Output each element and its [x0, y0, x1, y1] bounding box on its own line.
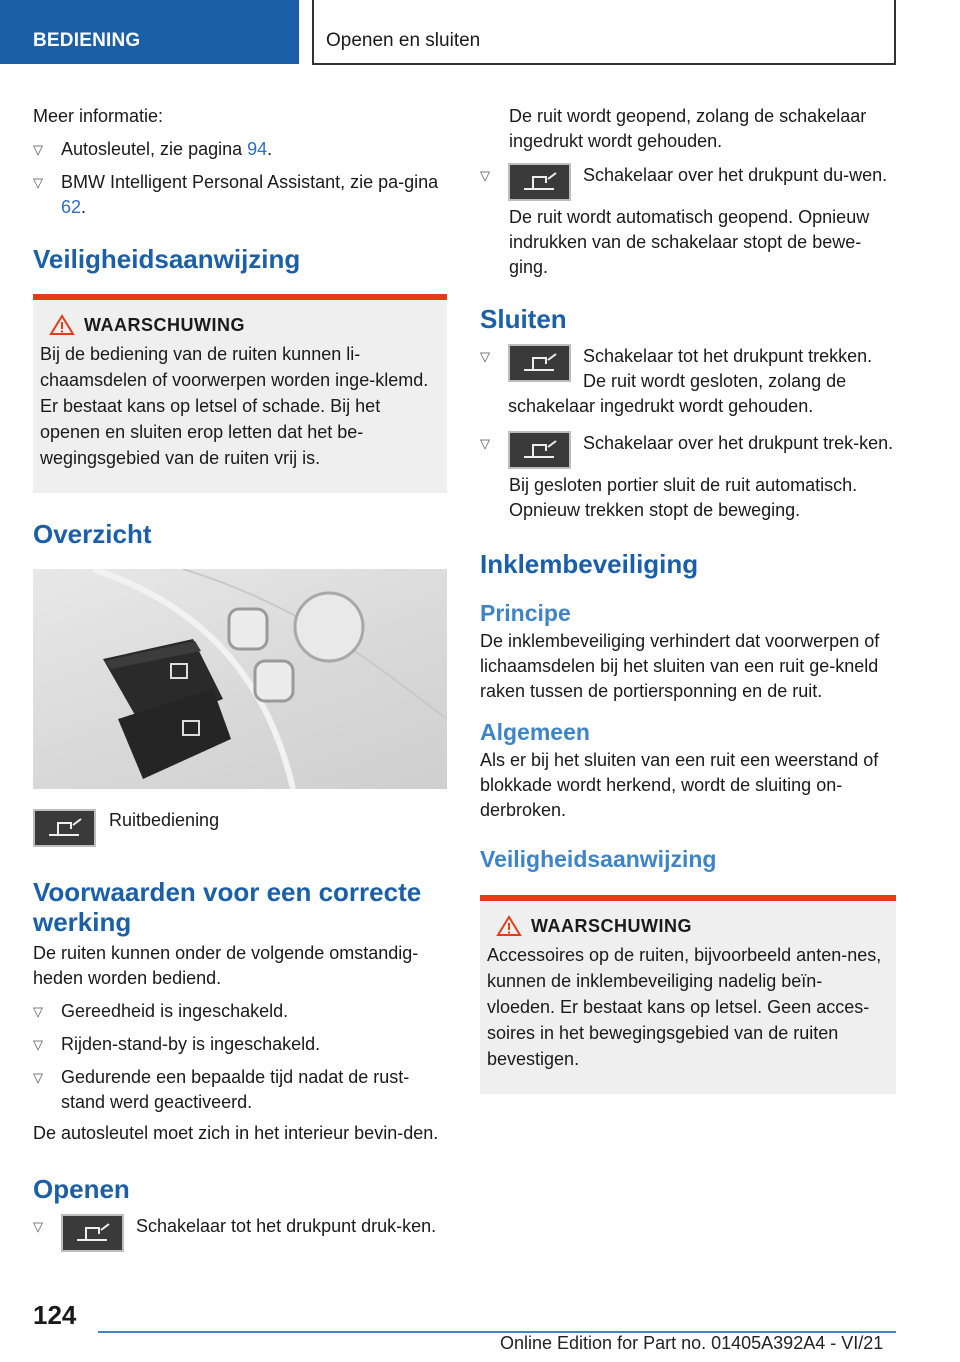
close-item2-continued: Bij gesloten portier sluit de ruit automatisch. Opnieuw trekken stopt de beweging.	[509, 475, 858, 520]
list-item-text: Autosleutel, zie pagina	[61, 139, 248, 159]
general-text: Als er bij het sluiten van een ruit een weerstand of blokkade wordt herkend, wordt de sluiting on-derbroken.	[480, 750, 879, 820]
bullet-triangle-icon: ▽	[480, 349, 490, 364]
warning-header	[40, 314, 439, 336]
list-item-text: Rijden-stand-by is ingeschakeld.	[61, 1034, 321, 1054]
pinch-protection-heading: Inklembeveiliging	[480, 549, 699, 579]
list-item	[33, 1065, 447, 1115]
list-item	[33, 999, 447, 1024]
list-item	[33, 170, 447, 220]
window-switch-icon	[508, 344, 571, 382]
principle-text: De inklembeveiliging verhindert dat voorwerpen of lichaamsdelen bij het sluiten van een ruit ge-kneld raken tussen de portiersponning en de ruit.	[480, 631, 880, 701]
list-item-text: Schakelaar tot het drukpunt druk-ken.	[136, 1216, 437, 1236]
window-switch-icon	[508, 163, 571, 201]
conditions-heading: Voorwaarden voor een correcte werking	[33, 877, 422, 937]
safety-heading-right: Veiligheidsaanwijzing	[480, 846, 717, 872]
list-item-text: Gereedheid is ingeschakeld.	[61, 1001, 289, 1021]
page-link-94[interactable]: 94	[247, 139, 268, 159]
window-switch-icon	[61, 1214, 124, 1252]
section-tab: BEDIENING	[0, 0, 299, 64]
window-switch-icon	[33, 809, 96, 847]
list-item-text: BMW Intelligent Personal Assistant, zie pa-gina	[61, 172, 439, 192]
warning-box	[480, 895, 896, 1094]
list-item	[33, 137, 447, 162]
list-item-text: Schakelaar tot het drukpunt trekken. De ruit wordt gesloten, zolang de schakelaar ingedrukt wordt gehouden.	[508, 346, 873, 416]
warning-triangle-icon	[487, 915, 531, 937]
edition-text: Online Edition for Part no. 01405A392A4 - VI/21	[500, 1333, 884, 1353]
bullet-triangle-icon: ▽	[33, 1219, 43, 1234]
warning-box	[33, 294, 447, 493]
bullet-triangle-icon: ▽	[33, 142, 43, 157]
page-number: 124	[33, 1300, 77, 1330]
conditions-intro: De ruiten kunnen onder de volgende omstandig-heden worden bediend.	[33, 943, 419, 988]
list-item	[480, 431, 896, 456]
list-item-text: Schakelaar over het drukpunt trek-ken.	[583, 433, 894, 453]
page-link-62[interactable]: 62	[61, 197, 82, 217]
chapter-title: Openen en sluiten	[312, 0, 896, 65]
conditions-list	[33, 999, 447, 1115]
warning-title: WAARSCHUWING	[531, 915, 692, 936]
list-item-suffix: .	[81, 197, 87, 217]
more-info-label: Meer informatie:	[33, 106, 164, 126]
warning-triangle-icon	[40, 314, 84, 336]
close-heading: Sluiten	[480, 304, 567, 334]
bullet-triangle-icon: ▽	[33, 1037, 43, 1052]
open-item1-continued: De ruit wordt geopend, zolang de schakelaar ingedrukt wordt gehouden.	[509, 106, 867, 151]
principle-heading: Principe	[480, 600, 571, 626]
icon-caption: Ruitbediening	[109, 810, 220, 830]
open-heading: Openen	[33, 1174, 130, 1204]
more-info-list	[33, 137, 447, 220]
warning-title: WAARSCHUWING	[84, 314, 245, 335]
window-switch-icon	[508, 431, 571, 469]
icon-caption-row	[33, 809, 447, 847]
bullet-triangle-icon: ▽	[480, 436, 490, 451]
general-heading: Algemeen	[480, 719, 590, 745]
bullet-triangle-icon: ▽	[33, 175, 43, 190]
list-item	[33, 1032, 447, 1057]
warning-header	[487, 915, 888, 937]
list-item-text: Gedurende een bepaalde tijd nadat de rust-stand werd geactiveerd.	[61, 1067, 410, 1112]
bullet-triangle-icon: ▽	[33, 1004, 43, 1019]
warning-body: Accessoires op de ruiten, bijvoorbeeld anten-nes, kunnen de inklembeveiliging nadelig beïn-vloeden. Er bestaat kans op letsel. Geen acces-soires in het bewegingsgebied van de ruiten bevestigen.	[487, 945, 882, 1069]
left-column	[33, 104, 447, 1256]
bullet-triangle-icon: ▽	[480, 168, 490, 183]
warning-body: Bij de bediening van de ruiten kunnen li-chaamsdelen of voorwerpen worden inge-klemd. Er bestaat kans op letsel of schade. Bij het openen en sluiten erop letten dat het be-wegingsgebied van de ruiten vrij is.	[40, 344, 429, 468]
conditions-note: De autosleutel moet zich in het interieur bevin-den.	[33, 1123, 439, 1143]
safety-heading: Veiligheidsaanwijzing	[33, 244, 301, 274]
bullet-triangle-icon: ▽	[33, 1070, 43, 1085]
list-item-text: Schakelaar over het drukpunt du-wen.	[583, 165, 888, 185]
overview-heading: Overzicht	[33, 519, 152, 549]
right-column	[480, 104, 896, 1094]
window-switch-photo	[33, 569, 447, 789]
list-item	[480, 344, 896, 419]
open-item2-continued: De ruit wordt automatisch geopend. Opnieuw indrukken van de schakelaar stopt de bewe-ging.	[509, 207, 870, 277]
list-item	[33, 1214, 447, 1239]
list-item-suffix: .	[267, 139, 273, 159]
list-item	[480, 163, 896, 188]
